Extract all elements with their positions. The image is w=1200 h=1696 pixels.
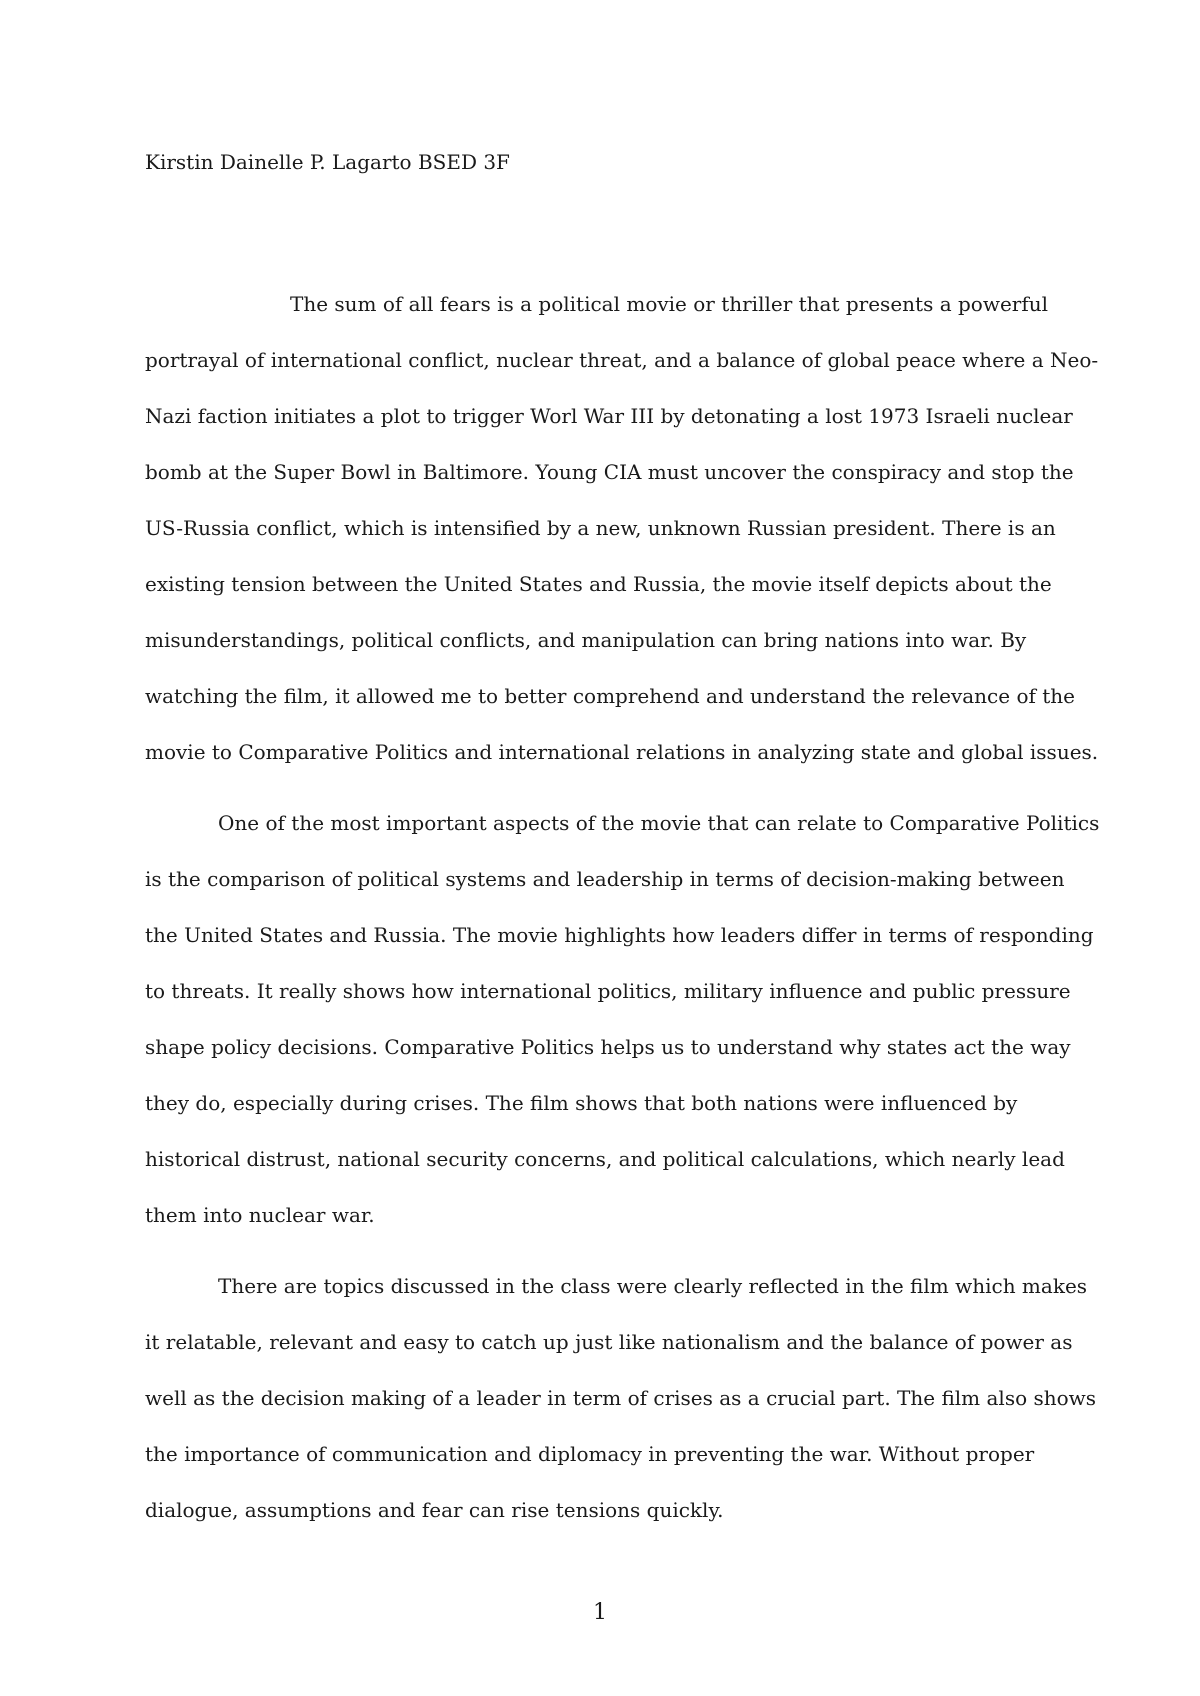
paragraph-line: One of the most important aspects of the movie that can relate to Comparative Politics [218, 811, 1100, 835]
paragraph-line: them into nuclear war. [145, 1203, 375, 1227]
paragraph-line: portrayal of international conflict, nuclear threat, and a balance of global peace where a Neo- [145, 348, 1099, 372]
paragraph-line: well as the decision making of a leader in term of crises as a crucial part. The film also shows [145, 1386, 1097, 1410]
paragraph-line: they do, especially during crises. The film shows that both nations were influenced by [145, 1091, 1018, 1115]
author-line: Kirstin Dainelle P. Lagarto BSED 3F [145, 150, 510, 174]
paragraph-line: US-Russia conflict, which is intensified by a new, unknown Russian president. There is an [145, 516, 1056, 540]
paragraph-line: shape policy decisions. Comparative Politics helps us to understand why states act the way [145, 1035, 1071, 1059]
paragraph-line: The sum of all fears is a political movie or thriller that presents a powerful [290, 292, 1049, 316]
paragraph-line: the importance of communication and diplomacy in preventing the war. Without proper [145, 1442, 1035, 1466]
paragraph-line: misunderstandings, political conflicts, and manipulation can bring nations into war. By [145, 628, 1027, 652]
paragraph-line: to threats. It really shows how international politics, military influence and public pressure [145, 979, 1071, 1003]
page-number: 1 [593, 1600, 607, 1625]
paragraph-line: bomb at the Super Bowl in Baltimore. Young CIA must uncover the conspiracy and stop the [145, 460, 1074, 484]
paragraph-line: is the comparison of political systems and leadership in terms of decision-making between [145, 867, 1065, 891]
paragraph-line: dialogue, assumptions and fear can rise tensions quickly. [145, 1498, 724, 1522]
paragraph-line: Nazi faction initiates a plot to trigger Worl War III by detonating a lost 1973 Israeli nuclear [145, 404, 1073, 428]
paragraph-line: it relatable, relevant and easy to catch up just like nationalism and the balance of power as [145, 1330, 1073, 1354]
paragraph-line: the United States and Russia. The movie highlights how leaders differ in terms of responding [145, 923, 1094, 947]
paragraph-line: historical distrust, national security concerns, and political calculations, which nearly lead [145, 1147, 1065, 1171]
paragraph-line: watching the film, it allowed me to better comprehend and understand the relevance of the [145, 684, 1075, 708]
paragraph-line: movie to Comparative Politics and international relations in analyzing state and global issues. [145, 740, 1099, 764]
paragraph-line: There are topics discussed in the class were clearly reflected in the film which makes [218, 1274, 1088, 1298]
paragraph-line: existing tension between the United States and Russia, the movie itself depicts about the [145, 572, 1052, 596]
